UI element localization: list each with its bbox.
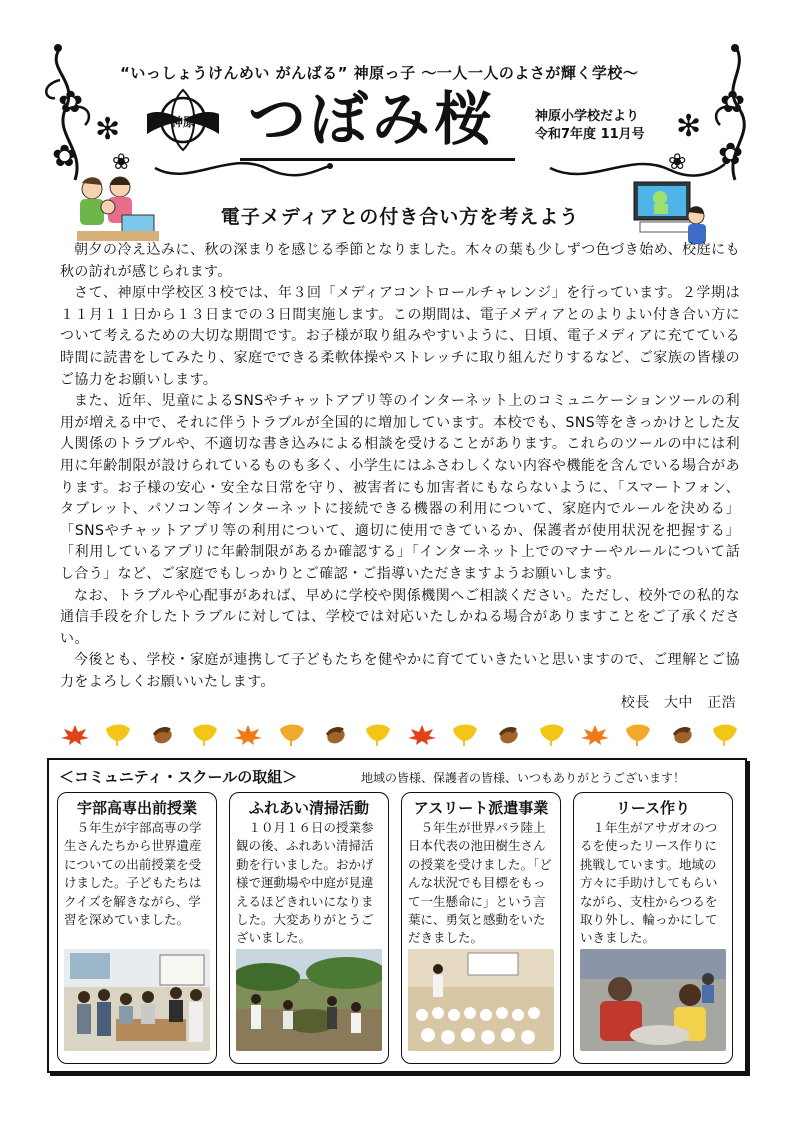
school-motto: “いっしょうけんめい がんばる” 神原っ子 ～一人一人のよさが輝く学校～ [120,64,639,82]
activity-card-title: ふれあい清掃活動 [248,799,369,817]
flower-icon: ✻ [676,109,702,144]
acorn-icon [147,724,177,746]
article-paragraph: さて、神原中学校区３校では、年３回「メディアコントロールチャレンジ」を行っています。２学期は１１月１１日から１３日までの３日間実施します。この期間は、電子メディアとのよりよい付き合い方について考えるための大切な期間です。お子様が取り組みやすいように、日頃、電子メディアに充てている時間に読書をしてみたり、家庭でできる柔軟体操やストレッチに取り組んだりするなど、ご家族の皆様のご協力をお願いします。 [60,285,740,388]
community-school-subheading: 地域の皆様、保護者の皆様、いつもありがとうございます！ [361,771,686,785]
school-crest-text: 神原 [170,115,196,129]
autumn-leaves-divider [60,722,740,748]
community-school-heading: ＜コミュニティ・スクールの取組＞ [59,768,298,786]
cleaning-activity-photo [236,949,382,1051]
article-heading: 電子メディアとの付き合い方を考えよう [220,206,580,228]
ginkgo-leaf-icon [537,724,567,746]
activity-card-title: リース作り [615,799,691,817]
ginkgo-leaf-icon [190,724,220,746]
ginkgo-leaf-icon [277,724,307,746]
principal-signature: 校長 大中 正浩 [620,695,736,712]
activity-card-ube-kosen [57,792,217,1064]
newsletter-title: つぼみ桜 [248,85,497,153]
ginkgo-leaf-icon [450,724,480,746]
acorn-icon [320,724,350,746]
issue-info [535,108,645,144]
activity-card-athlete [401,792,561,1064]
flower-icon: ✻ [95,112,121,147]
activity-card-wreath [573,792,733,1064]
gym-lecture-photo [408,949,554,1051]
activity-card-text: １年生がアサガオのつるを使ったリース作りに挑戦しています。地域の方々に手助けしてもらいながら、支柱からつるを取り外し、輪っかにしていきました。 [580,820,718,946]
flower-icon: ❀ [668,150,687,175]
activity-card-body [402,817,560,957]
school-name: 神原小学校だより [535,109,640,124]
issue-number: 令和7年度 11月号 [535,127,645,142]
flower-icon: ✿ [52,139,78,174]
article-paragraph: また、近年、児童によるSNSやチャットアプリ等のインターネット上のコミュニケーションツールの利用が増える中で、それに伴うトラブルが全国的に増加しています。本校でも、SNS等をきっかけとした友人関係のトラブルや、不適切な書き込みによる相談を受けることがあります。これらのツールの中には利用に年齢制限が設けられているものも多く、小学生にはふさわしくない内容や機能を含んでいる場合があります。お子様の安心・安全な日常を守り、被害者にも加害者にもならないように、「スマートフォン、タブレット、パソコン等インターネットに接続できる機器の利用について、家庭内でルールを決める」「SNSやチャットアプリ等の利用について、適切に使用できているか、保護者が使用状況を把握する」「利用しているアプリに年齢制限があるか確認する」「インターネット上でのマナーやルールについて話し合う」など、ご家庭でもしっかりとご確認・ご指導いただきますようお願いします。 [60,393,740,582]
ginkgo-leaf-icon [710,724,740,746]
activity-card-body [58,817,216,957]
activity-card-title: 宇部高専出前授業 [76,799,197,817]
flower-icon: ✿ [718,137,744,172]
flower-icon: ❀ [112,150,131,175]
article-paragraph: 朝夕の冷え込みに、秋の深まりを感じる季節となりました。木々の葉も少しずつ色づき始め、校庭にも秋の訪れが感じられます。 [60,242,740,280]
school-crest-icon [143,84,223,156]
activity-card-title: アスリート派遣事業 [413,799,549,817]
maple-leaf-icon [233,724,263,746]
activity-card-text: １０月１６日の授業参観の後、ふれあい清掃活動を行いました。おかげ様で運動場や中庭が見違えるほどきれいになりました。大変ありがとうございました。 [236,820,374,946]
community-school-section [47,758,747,1073]
maple-leaf-icon [60,724,90,746]
article-body [60,240,740,715]
activity-card-text: ５年生が世界パラ陸上日本代表の池田樹生さんの授業を受けました。「どんな状況でも目標をもって一生懸命に」という言葉に、勇気と感動をいただきました。 [408,820,552,946]
flower-icon: ✿ [720,85,746,120]
title-underline [240,158,515,161]
maple-leaf-icon [407,724,437,746]
activity-card-text: ５年生が宇部高専の学生さんたちから世界遺産についての出前授業を受けました。子どもたちはクイズを解きながら、学習を深めていました。 [64,820,202,928]
ginkgo-leaf-icon [363,724,393,746]
article-paragraph: なお、トラブルや心配事があれば、早めに学校や関係機関へご相談ください。ただし、校外での私的な通信手段を介したトラブルに対しては、学校では対応いたしかねる場合がありますことをご了承ください。 [60,587,740,647]
article-paragraph: 今後とも、学校・家庭が連携して子どもたちを健やかに育てていきたいと思いますので、ご理解とご協力をよろしくお願いいたします。 [60,652,740,690]
maple-leaf-icon [580,724,610,746]
activity-card-cleaning [229,792,389,1064]
ginkgo-leaf-icon [103,724,133,746]
acorn-icon [667,724,697,746]
ginkgo-leaf-icon [623,724,653,746]
activity-card-body [230,817,388,957]
activity-card-body [574,817,732,957]
acorn-icon [493,724,523,746]
flower-icon: ✿ [58,85,84,120]
wreath-making-photo [580,949,726,1051]
classroom-lesson-photo [64,949,210,1051]
